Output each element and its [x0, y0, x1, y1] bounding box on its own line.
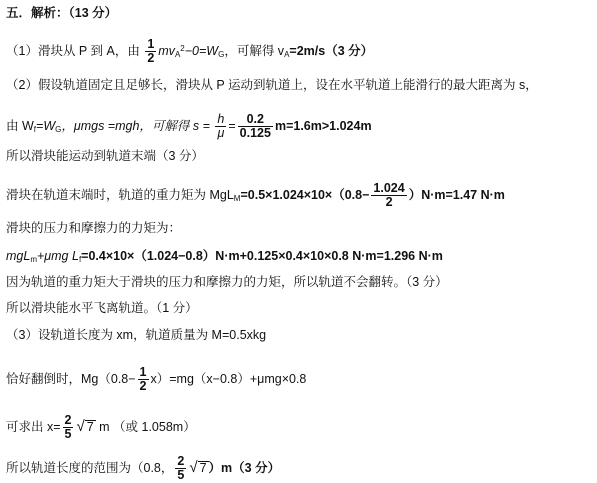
range-radicand: 7 — [199, 460, 207, 475]
length-half-fraction: $\frac{1.024}{2}$ — [373, 181, 405, 209]
range-sqrt-symbol: √ — [189, 458, 198, 476]
section-heading: 五．解析：（13 分） — [6, 6, 118, 20]
radicand: 7 — [86, 419, 94, 434]
range-line: 所以轨道长度的范围为（0.8， $\frac{2}{5}$ √ 7 ）m（3 分） — [6, 454, 281, 482]
part1-line: （1）滑块从 P 到 A，由 $\frac{1}{2}$ $mv_A^2-0=W_G$，可解得 $v_A=2m/s(3$ 分） — [6, 37, 374, 65]
h-over-mu-fraction: $\frac{h}{\mu}$ — [217, 112, 225, 140]
part1-lead: （1）滑块从 P 到 A，由 — [6, 43, 140, 58]
conclusion-2: 所以滑块能水平飞离轨道。（1 分） — [6, 301, 198, 315]
part1-expr: mv — [158, 43, 175, 58]
numeric-fraction: $\frac{0.2}{0.125}$ — [239, 112, 271, 140]
part1-result: =2m/s（3 分） — [289, 43, 374, 58]
part2-result: m=1.6m>1.024m — [274, 118, 372, 133]
part3-text: （3）设轨道长度为 xm，轨道质量为 M=0.5xkg — [6, 328, 267, 342]
part2-equation: 由 $W_f=W_G$，μmgs =mgh，可解得 s = $\frac{h}{\mu}$ = $\frac{0.2}{0.125}$ m=1.6m>1.024m — [6, 112, 372, 140]
conclusion-1: 所以滑块能运动到轨道末端（3 分） — [6, 149, 204, 163]
pressure-text: 滑块的压力和摩擦力的力矩为： — [6, 221, 182, 235]
half-fraction: $\frac{1}{2}$ — [139, 365, 147, 393]
compare-text: 因为轨道的重力矩大于滑块的压力和摩擦力的力矩，所以轨道不会翻转。（3 分） — [6, 275, 448, 289]
range-fraction: $\frac{2}{5}$ — [177, 454, 185, 482]
part1-fraction: $\frac{1}{2}$ — [147, 37, 155, 65]
flip-equation: 恰好翻倒时，Mg（0.8− $\frac{1}{2}$ x）=mg（x−0.8）+μmg×0.8 — [6, 365, 307, 393]
torque-line: 滑块在轨道末端时，轨道的重力矩为 MgL$_M$=0.5×1.024×10×（0.8− $\frac{1.024}{2}$ ）N·m=1.47 N·m — [6, 181, 505, 209]
part2-intro: （2）假设轨道固定且足够长，滑块从 P 运动到轨道上，设在水平轨道上能滑行的最大距离为 s， — [6, 78, 538, 92]
solve-line: 可求出 x= $\frac{2}{5}$ √ 7 m （或 1.058m） — [6, 413, 196, 441]
pressure-equation: mgL$_m$+μmg $L_f=0.4\times 10\times(1.024-0.8)N\cdot m+0.125\times 0.4\times 10\times 0.8$ N·m=1.296 N·m — [6, 249, 443, 264]
part1-tail: ，可解得 v — [224, 43, 285, 58]
sqrt-symbol: √ — [76, 417, 85, 435]
two-fifths-fraction: $\frac{2}{5}$ — [64, 413, 72, 441]
